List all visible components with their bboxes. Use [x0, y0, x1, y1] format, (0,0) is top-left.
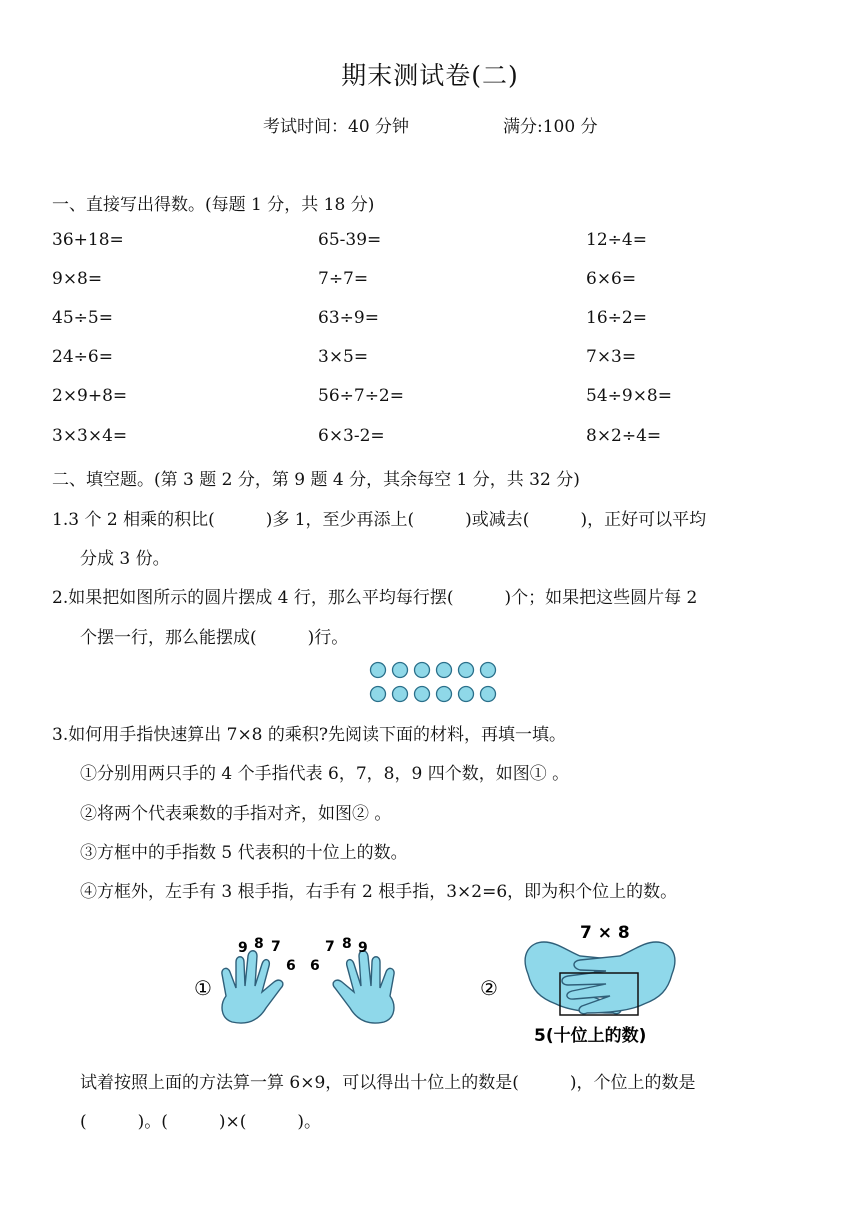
calc-item: 9×8=	[52, 269, 103, 289]
calc-item: 56÷7÷2=	[318, 386, 404, 406]
right-hand-digit: 7	[325, 939, 335, 955]
calc-item: 63÷9=	[318, 308, 379, 328]
disc-icon	[371, 663, 386, 678]
exam-time: 考试时间：40 分钟	[263, 117, 410, 137]
question-1-line1: 1.3 个 2 相乘的积比( )多 1，至少再添上( )或减去( )，正好可以平均	[52, 510, 707, 530]
disc-icon	[415, 687, 430, 702]
left-hand-icon	[222, 951, 283, 1023]
disc-icon	[393, 687, 408, 702]
figure-2-top-label: 7 × 8	[580, 923, 630, 943]
disc-icon	[437, 687, 452, 702]
left-hand-digit: 8	[254, 936, 264, 952]
calc-item: 54÷9×8=	[586, 386, 672, 406]
question-2-line2: 个摆一行，那么能摆成( )行。	[80, 628, 349, 648]
section2-heading: 二、填空题。(第 3 题 2 分，第 9 题 4 分，其余每空 1 分，共 32 分)	[52, 470, 580, 490]
figure-1-label: ①	[194, 976, 212, 1000]
left-hand-digit: 9	[238, 940, 248, 956]
question-3-try-line2: ( )。( )×( )。	[80, 1112, 322, 1132]
question-3-line1: 3.如何用手指快速算出 7×8 的乘积?先阅读下面的材料，再填一填。	[52, 725, 567, 745]
right-hand-icon	[333, 951, 394, 1023]
calc-item: 24÷6=	[52, 347, 113, 367]
right-hand-digit: 8	[342, 936, 352, 952]
disc-icon	[437, 663, 452, 678]
calc-item: 65-39=	[318, 230, 382, 250]
full-score: 满分:100 分	[503, 117, 598, 137]
figure-2-label: ②	[480, 976, 498, 1000]
disc-icon	[415, 663, 430, 678]
left-hand-digit: 7	[271, 939, 281, 955]
question-3-step2: ②将两个代表乘数的手指对齐，如图② 。	[80, 804, 392, 824]
calc-item: 2×9+8=	[52, 386, 128, 406]
calc-item: 16÷2=	[586, 308, 647, 328]
question-3-step3: ③方框中的手指数 5 代表积的十位上的数。	[80, 843, 408, 863]
calc-item: 6×6=	[586, 269, 637, 289]
calc-item: 3×5=	[318, 347, 369, 367]
disc-icon	[481, 663, 496, 678]
section1-heading: 一、直接写出得数。(每题 1 分，共 18 分)	[52, 195, 375, 215]
figure-2-hands	[470, 918, 690, 1048]
disc-icon	[459, 687, 474, 702]
disc-icon	[459, 663, 474, 678]
question-3-try-line1: 试着按照上面的方法算一算 6×9，可以得出十位上的数是( )，个位上的数是	[80, 1073, 696, 1093]
calc-item: 3×3×4=	[52, 426, 128, 446]
calc-item: 45÷5=	[52, 308, 113, 328]
calc-item: 6×3-2=	[318, 426, 385, 446]
disc-icon	[481, 687, 496, 702]
page-title: 期末测试卷(二)	[341, 61, 519, 90]
calc-item: 7÷7=	[318, 269, 369, 289]
right-hand-digit: 6	[310, 958, 320, 974]
disc-icon	[371, 687, 386, 702]
disc-icon	[393, 663, 408, 678]
right-hand-digit: 9	[358, 940, 368, 956]
calc-item: 36+18=	[52, 230, 124, 250]
figure-1-hands	[170, 930, 400, 1040]
figure-2-caption: 5(十位上的数)	[534, 1026, 647, 1046]
left-hand-digit: 6	[286, 958, 296, 974]
calc-item: 8×2÷4=	[586, 426, 662, 446]
calc-item: 12÷4=	[586, 230, 647, 250]
disc-figure	[368, 660, 498, 704]
calc-item: 7×3=	[586, 347, 637, 367]
question-1-line2: 分成 3 份。	[80, 549, 170, 569]
question-3-step4: ④方框外，左手有 3 根手指，右手有 2 根手指，3×2=6，即为积个位上的数。	[80, 882, 678, 902]
question-2-line1: 2.如果把如图所示的圆片摆成 4 行，那么平均每行摆( )个；如果把这些圆片每 2	[52, 588, 698, 608]
question-3-step1: ①分别用两只手的 4 个手指代表 6，7，8，9 四个数，如图① 。	[80, 764, 570, 784]
